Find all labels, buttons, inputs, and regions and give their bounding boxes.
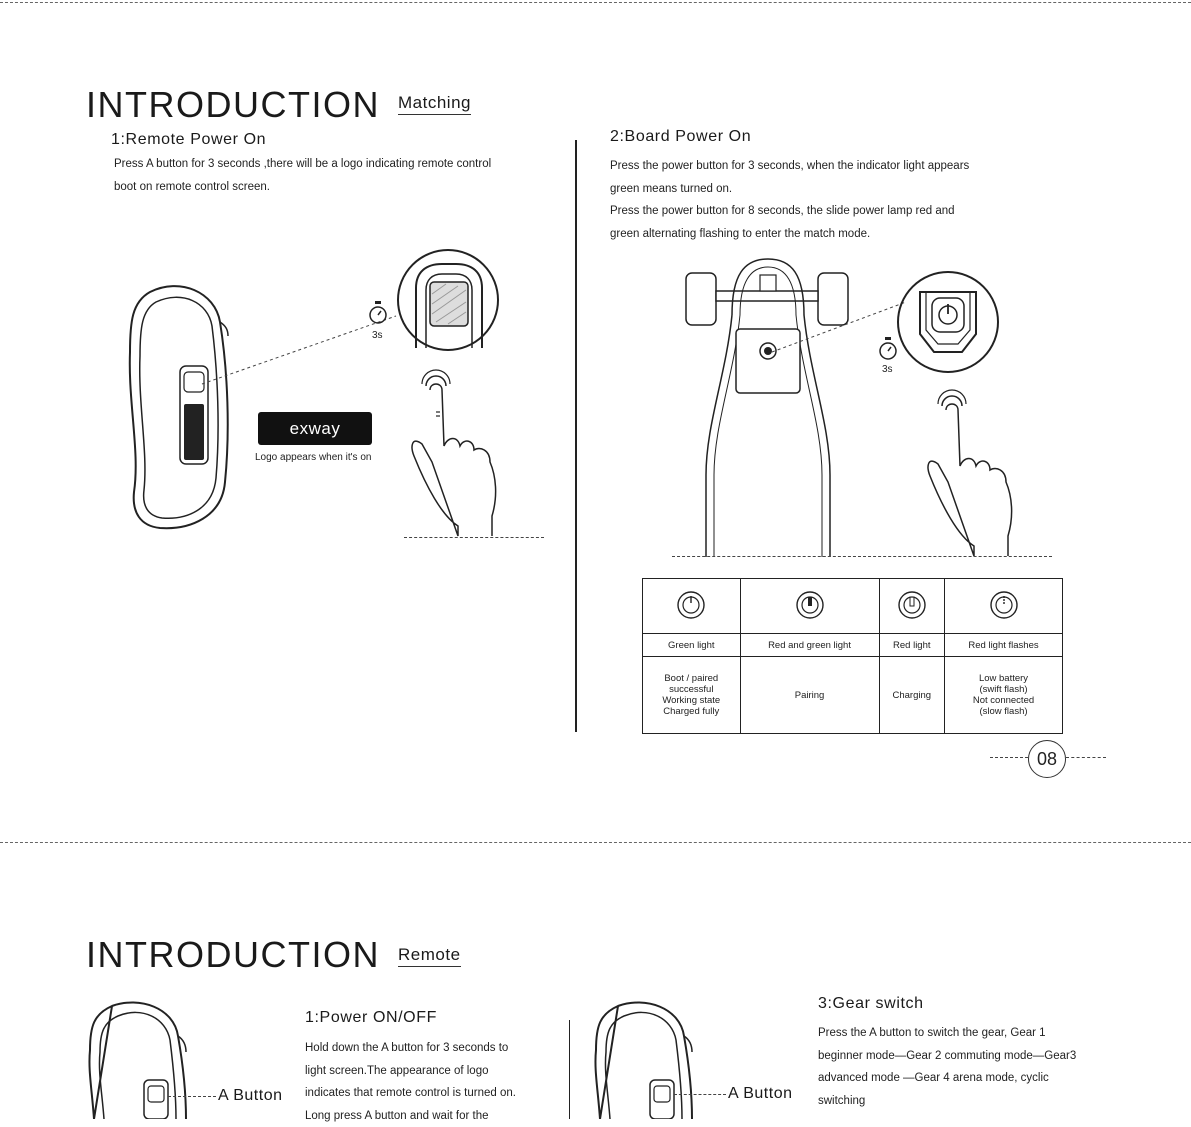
gear-switch-text: Press the A button to switch the gear, Gear 1 beginner mode—Gear 2 commuting mode—Gear3 advanced mode —Gear 4 arena mode, cyclic switching: [818, 1027, 1077, 1107]
column-divider: [575, 140, 577, 732]
hand-baseline: [404, 537, 544, 538]
logo-caption: Logo appears when it's on: [255, 452, 372, 463]
legend-desc: Pairing: [740, 657, 879, 734]
board-power-on-text: Press the power button for 3 seconds, when the indicator light appears green means turned on. Press the power button for 8 seconds, the slide power lamp red and green alternating flashing to enter the match mode.: [610, 160, 970, 240]
power-onoff-heading: 1:Power ON/OFF: [305, 1009, 437, 1026]
timer-label: 3s: [882, 364, 893, 375]
button-zoom-icon: [396, 248, 500, 352]
hand-pointing-icon: [402, 366, 506, 538]
hand-pointing-icon: [918, 386, 1022, 558]
power-onoff-text: Hold down the A button for 3 seconds to light screen.The appearance of logo indicates that remote control is turned on. Long press A button and wait for the: [305, 1042, 516, 1122]
timer-label: 3s: [372, 330, 383, 341]
legend-name: Green light: [643, 634, 741, 657]
legend-desc: Charging: [879, 657, 945, 734]
page-number: 08: [1028, 740, 1066, 778]
indicator-light-icon: [795, 590, 825, 620]
page-number-dash-left: [990, 757, 1028, 758]
board-baseline: [672, 556, 1052, 557]
timer-icon: [878, 336, 898, 362]
indicator-light-icon: [989, 590, 1019, 620]
remote-control-icon: [82, 1000, 192, 1119]
section-subtitle: Matching: [398, 93, 471, 115]
indicator-legend-table: [642, 578, 1063, 734]
legend-name: Red light flashes: [945, 634, 1063, 657]
legend-icon-cell: [879, 579, 945, 634]
section-subtitle: Remote: [398, 945, 461, 967]
indicator-light-icon: [676, 590, 706, 620]
gear-switch-heading: 3:Gear switch: [818, 995, 924, 1012]
section-title: INTRODUCTION: [86, 84, 380, 125]
board-power-on-heading: 2:Board Power On: [610, 128, 752, 145]
section-title: INTRODUCTION: [86, 934, 380, 975]
a-button-leader: [674, 1094, 726, 1095]
remote-control-icon: [588, 1000, 698, 1119]
top-divider: [0, 2, 1191, 3]
timer-icon: [368, 300, 388, 326]
a-button-leader: [168, 1096, 216, 1097]
remote-power-on-heading: 1:Remote Power On: [111, 131, 267, 148]
legend-desc: Low battery (swift flash) Not connected (slow flash): [945, 657, 1063, 734]
a-button-label: A Button: [218, 1087, 283, 1104]
legend-icon-cell: [643, 579, 741, 634]
page-divider: [0, 842, 1191, 843]
legend-icon-cell: [945, 579, 1063, 634]
legend-desc: Boot / paired successful Working state Charged fully: [643, 657, 741, 734]
remote-power-on-text: Press A button for 3 seconds ,there will be a logo indicating remote control boot on remote control screen.: [114, 158, 492, 193]
power-button-icon: [896, 270, 1000, 374]
legend-name: Red light: [879, 634, 945, 657]
indicator-light-icon: [897, 590, 927, 620]
a-button-label: A Button: [728, 1085, 793, 1102]
legend-icon-cell: [740, 579, 879, 634]
exway-logo: exway: [258, 412, 372, 445]
column-divider: [569, 1020, 570, 1119]
legend-name: Red and green light: [740, 634, 879, 657]
page-number-dash-right: [1066, 757, 1106, 758]
